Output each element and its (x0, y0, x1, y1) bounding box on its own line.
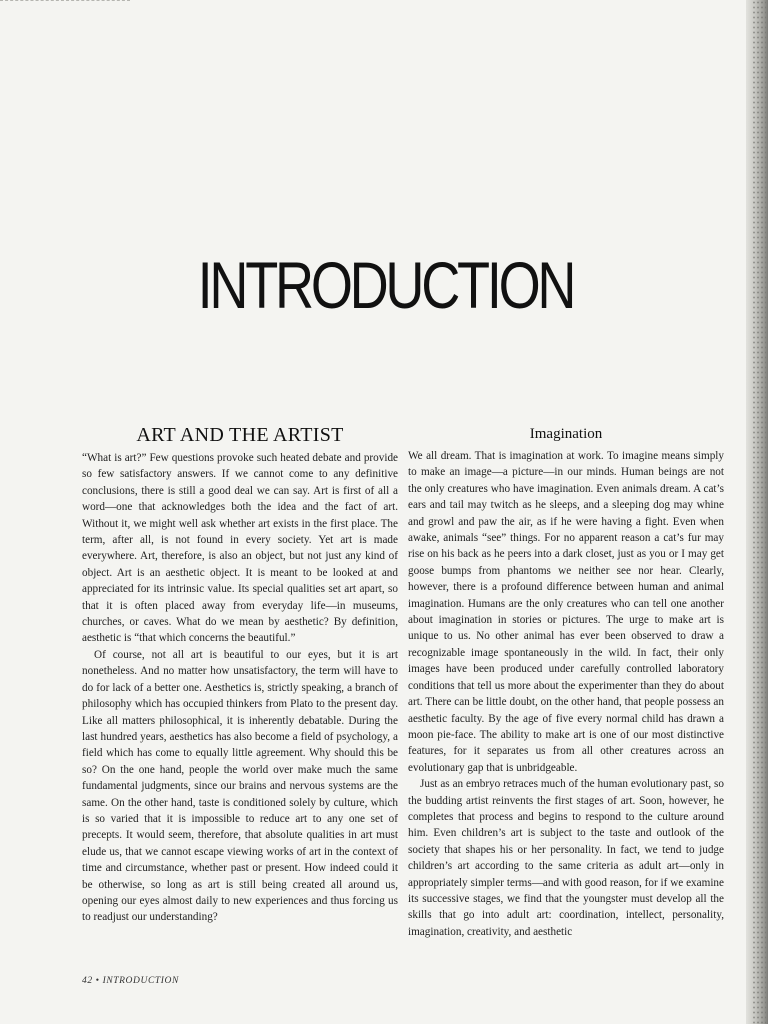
chapter-title: INTRODUCTION (197, 248, 574, 322)
subsection-heading: Imagination (529, 426, 603, 442)
paragraph: We all dream. That is imagination at work. To imagine means simply to make an image—a picture—in our minds. Human beings are not the only creatures who have imagination. Even animals dream. A cat’s ears and tail may twitch as he sleeps, and a sleeping dog may whine and growl and paw the air, as if he were having a fight. Even when awake, animals “see” things. For no apparent reason a cat’s fur may rise on his back as he peers into a dark closet, just as you or I may get goose bumps from phantoms we neither see nor hear. Clearly, however, there is a profound difference between human and animal imagination. Humans are the only creatures who can tell one another about imagination in stories or pictures. The urge to make art is unique to us. No other animal has ever been observed to draw a recognizable image spontaneously in the wild. In fact, their only images have been produced under carefully controlled laboratory conditions that tell us more about the experimenter than they do about art. There can be little doubt, on the other hand, that people possess an aesthetic faculty. By the age of five every normal child has drawn a moon pie-face. The ability to make art is one of our most distinctive features, for it separates us from all other creatures across an evolutionary gap that is unbridgeable. (408, 450, 724, 774)
binding-edge-texture (752, 0, 766, 1024)
paragraph: “What is art?” Few questions provoke such heated debate and provide so few satisfactory answers. If we cannot come to any definitive conclusions, there is still a good deal we can say. Art is first of all a word—one that acknowledges both the idea and the fact of art. Without it, we might well ask whether art exists in the first place. The term, after all, is not found in every society. Yet art is made everywhere. Art, therefore, is also an object, but not just any kind of object. Art is an aesthetic object. It is meant to be looked at and appreciated for its intrinsic value. Its special qualities set art apart, so that it is often placed away from everyday life—in museums, churches, or caves. What do we mean by aesthetic? By definition, aesthetic is “that which concerns the beautiful.” (82, 452, 398, 645)
paragraph: Just as an embryo retraces much of the human evolutionary past, so the budding artist reinvents the first stages of art. Soon, however, he completes that process and begins to respond to the culture around him. Even children’s art is subject to the taste and outlook of the society that shapes his or her personality. In fact, we tend to judge children’s art according to the same criteria as adult art—only in appropriately simpler terms—and with good reason, for if we examine its successive stages, we find that the youngster must develop all the skills that go into adult art: coordination, intellect, personality, imagination, creativity, and aesthetic (408, 778, 724, 938)
right-column (408, 424, 724, 940)
left-column (82, 424, 398, 926)
section-heading: ART AND THE ARTIST (136, 424, 344, 446)
scan-edge-mark (0, 0, 130, 3)
binding-edge (746, 0, 768, 1024)
page-folio: 42 • INTRODUCTION (82, 976, 179, 986)
paragraph: Of course, not all art is beautiful to our eyes, but it is art nonetheless. And no matter how unsatisfactory, the term will have to do for lack of a better one. Aesthetics is, strictly speaking, a branch of philosophy which has occupied thinkers from Plato to the present day. Like all matters philosophical, it is inherently debatable. During the last hundred years, aesthetics has also become a field of psychology, a field which has come to equally little agreement. Why should this be so? On the one hand, people the world over make much the same fundamental judgments, since our brains and nervous systems are the same. On the other hand, taste is conditioned solely by culture, which is so varied that it is impossible to reduce art to any one set of precepts. It would seem, therefore, that absolute qualities in art must elude us, that we cannot escape viewing works of art in the context of time and circumstance, whether past or present. How indeed could it be otherwise, so long as art is still being created all around us, opening our eyes almost daily to new experiences and thus forcing us to readjust our understanding? (82, 648, 398, 924)
